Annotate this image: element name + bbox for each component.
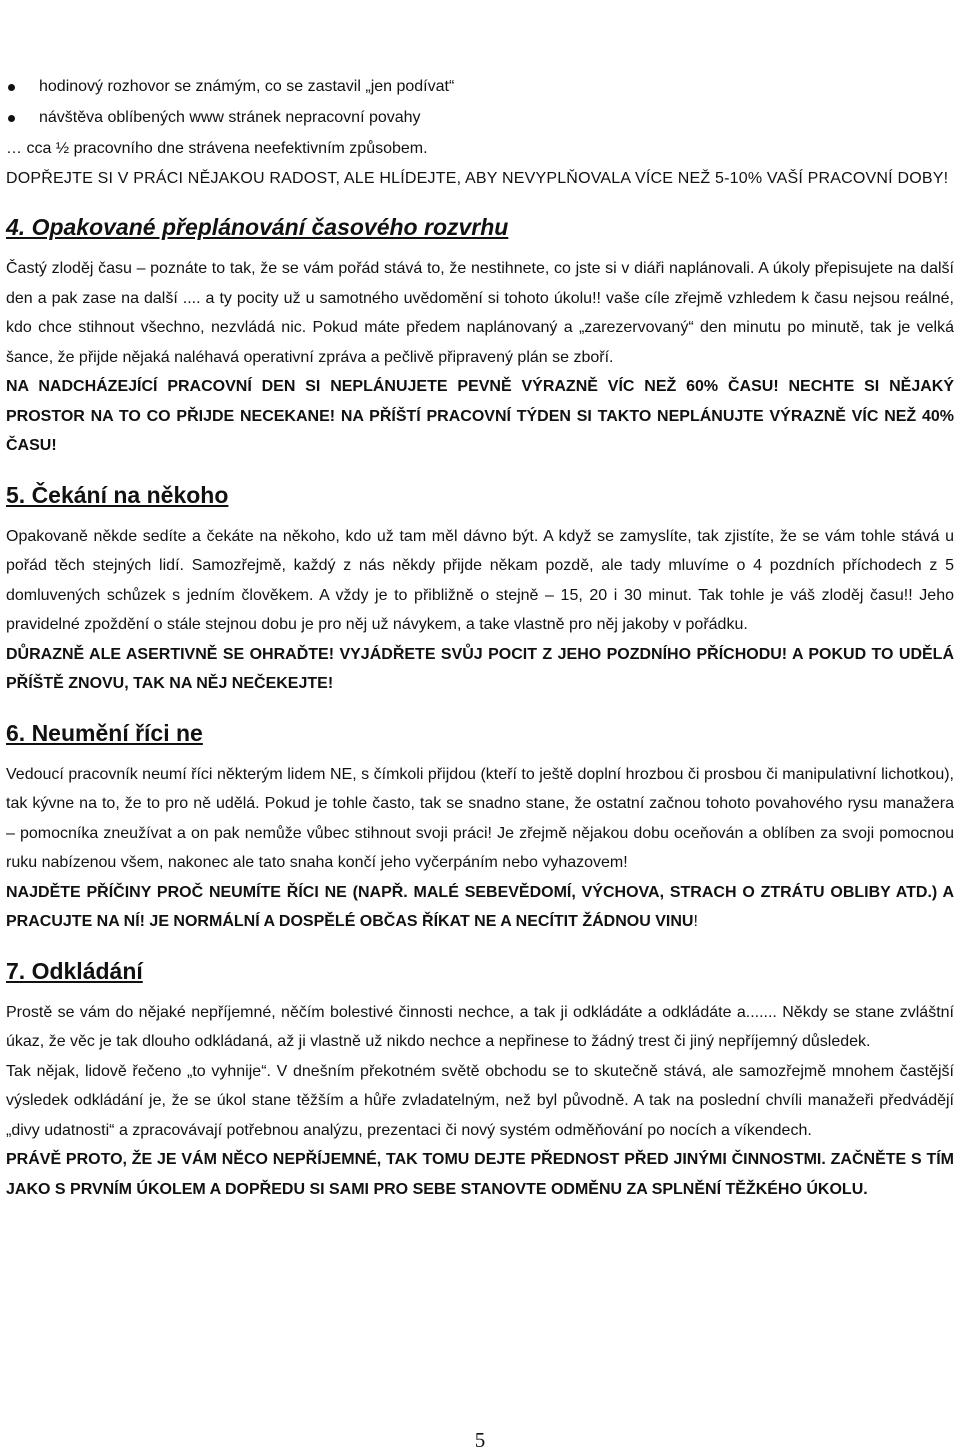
page-content	[6, 72, 954, 1204]
section-4-title: 4. Opakované přeplánování časového rozvrhu	[6, 214, 509, 240]
section-4-paragraph: Častý zloděj času – poznáte to tak, že se vám pořád stává to, že nestihnete, co jste si v diáři naplánovali. A úkoly přepisujete na další den a pak zase na další .... a ty pocity už u samotného uvědomění si tohoto úkolu!! vaše cíle zřejmě vzhledem k času nejsou reálné, kdo chce stihnout všechno, nezvládá nic. Pokud máte předem naplánovaný a „zarezervovaný“ den minutu po minutě, tak je velká šance, že přijde nějaká naléhavá operativní zpráva a pečlivě připravený plán se zboří.	[6, 260, 954, 366]
section-7-caps: PRÁVĚ PROTO, ŽE JE VÁM NĚCO NEPŘÍJEMNÉ, TAK TOMU DEJTE PŘEDNOST PŘED JINÝMI ČINNOSTMI. ZAČNĚTE S TÍM JAKO S PRVNÍM ÚKOLEM A DOPŘEDU SI SAMI PRO SEBE STANOVTE ODMĚNU ZA SPLNĚNÍ TĚŽKÉHO ÚKOLU.	[6, 1151, 954, 1198]
section-7-paragraph-1: Prostě se vám do nějaké nepříjemné, něčím bolestivé činnosti nechce, a tak ji odkládáte a odkládáte a....... Někdy se stane zvláštní úkaz, že věc je tak dlouho odkládaná, až ji vlastně už nikdo nechce a nepřinese to žádný trest či jiný nepříjemný důsledek.	[6, 1003, 954, 1050]
intro-line: … cca ½ pracovního dne strávena neefektivním způsobem.	[6, 140, 428, 157]
section-7-title: 7. Odkládání	[6, 957, 143, 984]
section-4-caps: NA NADCHÁZEJÍCÍ PRACOVNÍ DEN SI NEPLÁNUJETE PEVNĚ VÝRAZNĚ VÍC NEŽ 60% ČASU! NECHTE SI NĚJAKÝ PROSTOR NA TO CO PŘIJDE NECEKANE! NA PŘÍŠTÍ PRACOVNÍ TÝDEN SI TAKTO NEPLÁNUJTE VÝRAZNĚ VÍC NEŽ 40% ČASU!	[6, 378, 954, 454]
section-7-paragraph-2: Tak nějak, lidově řečeno „to vyhnije“. V dnešním překotném světě obchodu se to skutečně stává, ale samozřejmě mnohem častější výsledek odkládání je, že se úkol stane těžším a hůře zvladatelným, než byl původně. A tak na poslední chvíli manažeři předvádějí „divy udatnosti“ a zpracovávají potřebnou analýzu, prezentaci či nový systém odměňování po nocích a víkendech.	[6, 1062, 954, 1139]
bullet-icon	[8, 115, 15, 122]
section-5-paragraph: Opakovaně někde sedíte a čekáte na někoho, kdo už tam měl dávno být. A když se zamyslíte, tak zjistíte, že se vám tohle stává u pořád těch stejných lidí. Samozřejmě, každý z nás někdy přijde někam pozdě, ale tady mluvíme o 4 pozdních příchodech z 5 domluvených schůzek s jedním člověkem. A vždy je to přibližně o stejně – 15, 20 i 30 minut. Tak tohle je váš zloděj času!! Jeho pravidelné zpoždění o stále stejnou dobu je pro něj už návykem, a take vlastně pro něj jakoby v pořádku.	[6, 527, 954, 633]
list-item: hodinový rozhovor se známým, co se zastavil „jen podívat“	[6, 72, 954, 103]
bullet-icon	[8, 84, 15, 91]
section-5-title: 5. Čekání na někoho	[6, 481, 229, 508]
section-6-paragraph: Vedoucí pracovník neumí říci některým lidem NE, s čímkoli přijdou (kteří to ještě doplní hrozbou či prosbou či manipulativní lichotkou), tak kývne na to, že to pro ně udělá. Pokud je tohle často, tak se snadno stane, že ostatní začnou tohoto povahového rysu manažera – pomocníka zneužívat a on pak nemůže vůbec stihnout svoji práci! Je zřejmě nějakou dobu oceňován a oblíben za svoji pomocnou ruku nabízenou všem, nakonec ale tato snaha končí jeho vyčerpáním nebo vyhazovem!	[6, 765, 954, 871]
section-6-title: 6. Neumění říci ne	[6, 719, 203, 746]
intro-bullet-list	[6, 72, 954, 134]
intro-caps-note: DOPŘEJTE SI V PRÁCI NĚJAKOU RADOST, ALE HLÍDEJTE, ABY NEVYPLŇOVALA VÍCE NEŽ 5-10% VAŠÍ PRACOVNÍ DOBY!	[6, 169, 949, 187]
section-6-caps: NAJDĚTE PŘÍČINY PROČ NEUMÍTE ŘÍCI NE (NAPŘ. MALÉ SEBEVĚDOMÍ, VÝCHOVA, STRACH O ZTRÁTU OBLIBY ATD.) A PRACUJTE NA NÍ! JE NORMÁLNÍ A DOSPĚLÉ OBČAS ŘÍKAT NE A NECÍTIT ŽÁDNOU VINU!	[6, 883, 954, 930]
list-item: návštěva oblíbených www stránek nepracovní povahy	[6, 103, 954, 134]
section-5-caps: DŮRAZNĚ ALE ASERTIVNĚ SE OHRAĎTE! VYJÁDŘETE SVŮJ POCIT Z JEHO POZDNÍHO PŘÍCHODU! A POKUD TO UDĚLÁ PŘÍŠTĚ ZNOVU, TAK NA NĚJ NEČEKEJTE!	[6, 645, 954, 692]
page-number: 5	[474, 1428, 486, 1452]
